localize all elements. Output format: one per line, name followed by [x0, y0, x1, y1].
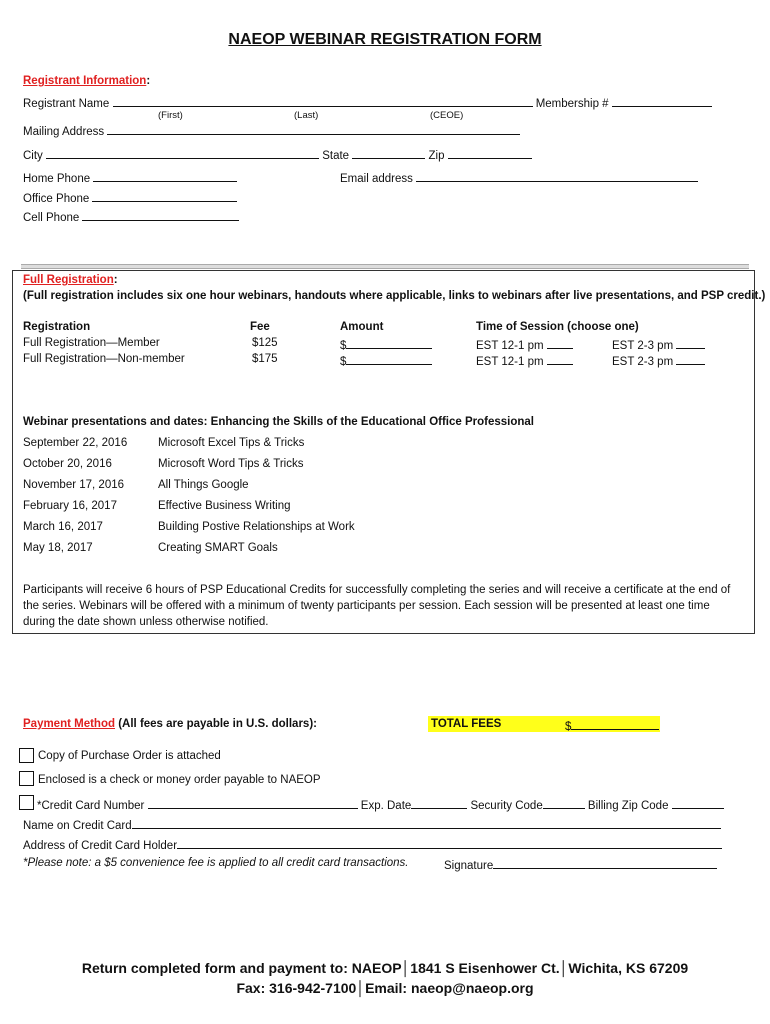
- nonmember-amount-field[interactable]: [346, 353, 432, 365]
- card-holder-address-field[interactable]: [177, 837, 722, 849]
- member-time-2-3: EST 2-3 pm: [612, 337, 705, 352]
- registration-row-member-label: Full Registration—Member: [23, 337, 160, 349]
- full-registration-note: (Full registration includes six one hour webinars, handouts where applicable, links to webinars after live presentations, and PSP credit.): [23, 290, 766, 302]
- footer-contact: Fax: 316-942-7100│Email: naeop@naeop.org: [236, 980, 534, 996]
- billing-zip-field[interactable]: [672, 797, 724, 809]
- name-sub-first: (First): [158, 110, 183, 121]
- registrant-name-row: Registrant Name Membership #: [23, 95, 712, 110]
- webinar-date: October 20, 2016: [23, 458, 112, 470]
- registration-row-nonmember-fee: $175: [252, 353, 278, 365]
- membership-number-field[interactable]: [612, 95, 712, 107]
- section-divider: [21, 264, 749, 269]
- nonmember-time-2-3: EST 2-3 pm: [612, 353, 705, 368]
- city-field[interactable]: [46, 147, 319, 159]
- security-code-field[interactable]: [543, 797, 585, 809]
- exp-date-field[interactable]: [411, 797, 467, 809]
- registration-row-nonmember-label: Full Registration—Non-member: [23, 353, 185, 365]
- col-fee-header: Fee: [250, 321, 270, 333]
- registration-row-member-fee: $125: [252, 337, 278, 349]
- webinar-heading: Webinar presentations and dates: Enhancing the Skills of the Educational Office Professional: [23, 416, 534, 428]
- psp-credit-paragraph-line2: the series. Webinars will be offered with a minimum of twenty participants per session. Each session will be presented at least one time: [23, 600, 710, 612]
- webinar-date: November 17, 2016: [23, 479, 125, 491]
- nonmember-time-12-1-field[interactable]: [547, 353, 573, 365]
- card-holder-address-row: Address of Credit Card Holder: [23, 837, 722, 852]
- webinar-topic: Microsoft Excel Tips & Tricks: [158, 437, 305, 449]
- webinar-topic: Microsoft Word Tips & Tricks: [158, 458, 304, 470]
- registration-row-member-amount: $: [340, 337, 432, 352]
- purchase-order-checkbox[interactable]: [19, 748, 34, 763]
- col-time-header: Time of Session (choose one): [476, 321, 639, 333]
- registrant-section-heading: Registrant Information:: [23, 75, 151, 87]
- webinar-date: February 16, 2017: [23, 500, 117, 512]
- office-phone-field[interactable]: [92, 190, 237, 202]
- webinar-date: May 18, 2017: [23, 542, 93, 554]
- member-time-12-1-field[interactable]: [547, 337, 573, 349]
- zip-field[interactable]: [448, 147, 532, 159]
- nonmember-time-12-1: EST 12-1 pm: [476, 353, 573, 368]
- total-fees-amount: $: [565, 718, 659, 733]
- psp-credit-paragraph-line3: during the date shown unless otherwise notified.: [23, 616, 269, 628]
- name-sub-last: (Last): [294, 110, 319, 121]
- webinar-date: March 16, 2017: [23, 521, 103, 533]
- webinar-topic: All Things Google: [158, 479, 249, 491]
- total-fees-label: TOTAL FEES: [431, 718, 502, 730]
- credit-card-checkbox[interactable]: [19, 795, 34, 810]
- full-registration-box: [12, 270, 755, 634]
- office-phone-row: Office Phone: [23, 190, 237, 205]
- name-on-card-row: Name on Credit Card: [23, 817, 721, 832]
- webinar-date: September 22, 2016: [23, 437, 128, 449]
- registration-row-nonmember-amount: $: [340, 353, 432, 368]
- email-field[interactable]: [416, 170, 698, 182]
- credit-card-number-field[interactable]: [148, 797, 358, 809]
- convenience-fee-note: *Please note: a $5 convenience fee is applied to all credit card transactions.: [23, 857, 409, 869]
- webinar-topic: Creating SMART Goals: [158, 542, 278, 554]
- footer-return-address: Return completed form and payment to: NAEOP│1841 S Eisenhower Ct.│Wichita, KS 67209: [81, 960, 689, 976]
- check-money-order-checkbox[interactable]: [19, 771, 34, 786]
- member-time-12-1: EST 12-1 pm: [476, 337, 573, 352]
- registrant-name-field[interactable]: [113, 95, 533, 107]
- cell-phone-field[interactable]: [82, 209, 239, 221]
- signature-field[interactable]: [493, 857, 717, 869]
- city-state-zip-row: City State Zip: [23, 147, 532, 162]
- nonmember-time-2-3-field[interactable]: [676, 353, 705, 365]
- home-phone-field[interactable]: [93, 170, 237, 182]
- purchase-order-label: Copy of Purchase Order is attached: [38, 750, 221, 762]
- state-field[interactable]: [352, 147, 425, 159]
- webinar-topic: Effective Business Writing: [158, 500, 291, 512]
- webinar-topic: Building Postive Relationships at Work: [158, 521, 355, 533]
- cell-phone-row: Cell Phone: [23, 209, 239, 224]
- mailing-address-row: Mailing Address: [23, 123, 520, 138]
- payment-method-heading: Payment Method (All fees are payable in U.S. dollars):: [23, 718, 317, 730]
- signature-row: Signature: [444, 857, 717, 872]
- col-amount-header: Amount: [340, 321, 384, 333]
- form-title: NAEOP WEBINAR REGISTRATION FORM: [228, 31, 542, 48]
- full-registration-heading: Full Registration:: [23, 274, 118, 286]
- psp-credit-paragraph-line1: Participants will receive 6 hours of PSP Educational Credits for successfully completing the series and will receive a certificate at the end of: [23, 584, 731, 596]
- member-amount-field[interactable]: [346, 337, 432, 349]
- mailing-address-field[interactable]: [107, 123, 520, 135]
- name-on-card-field[interactable]: [132, 817, 721, 829]
- credit-card-row: *Credit Card Number Exp. Date Security Code Billing Zip Code: [37, 797, 724, 812]
- home-phone-row: Home Phone: [23, 170, 237, 185]
- name-sub-ceoe: (CEOE): [430, 110, 464, 121]
- member-time-2-3-field[interactable]: [676, 337, 705, 349]
- col-registration-header: Registration: [23, 321, 91, 333]
- total-fees-field[interactable]: [571, 718, 659, 730]
- check-money-order-label: Enclosed is a check or money order payable to NAEOP: [38, 774, 321, 786]
- email-row: Email address: [340, 170, 698, 185]
